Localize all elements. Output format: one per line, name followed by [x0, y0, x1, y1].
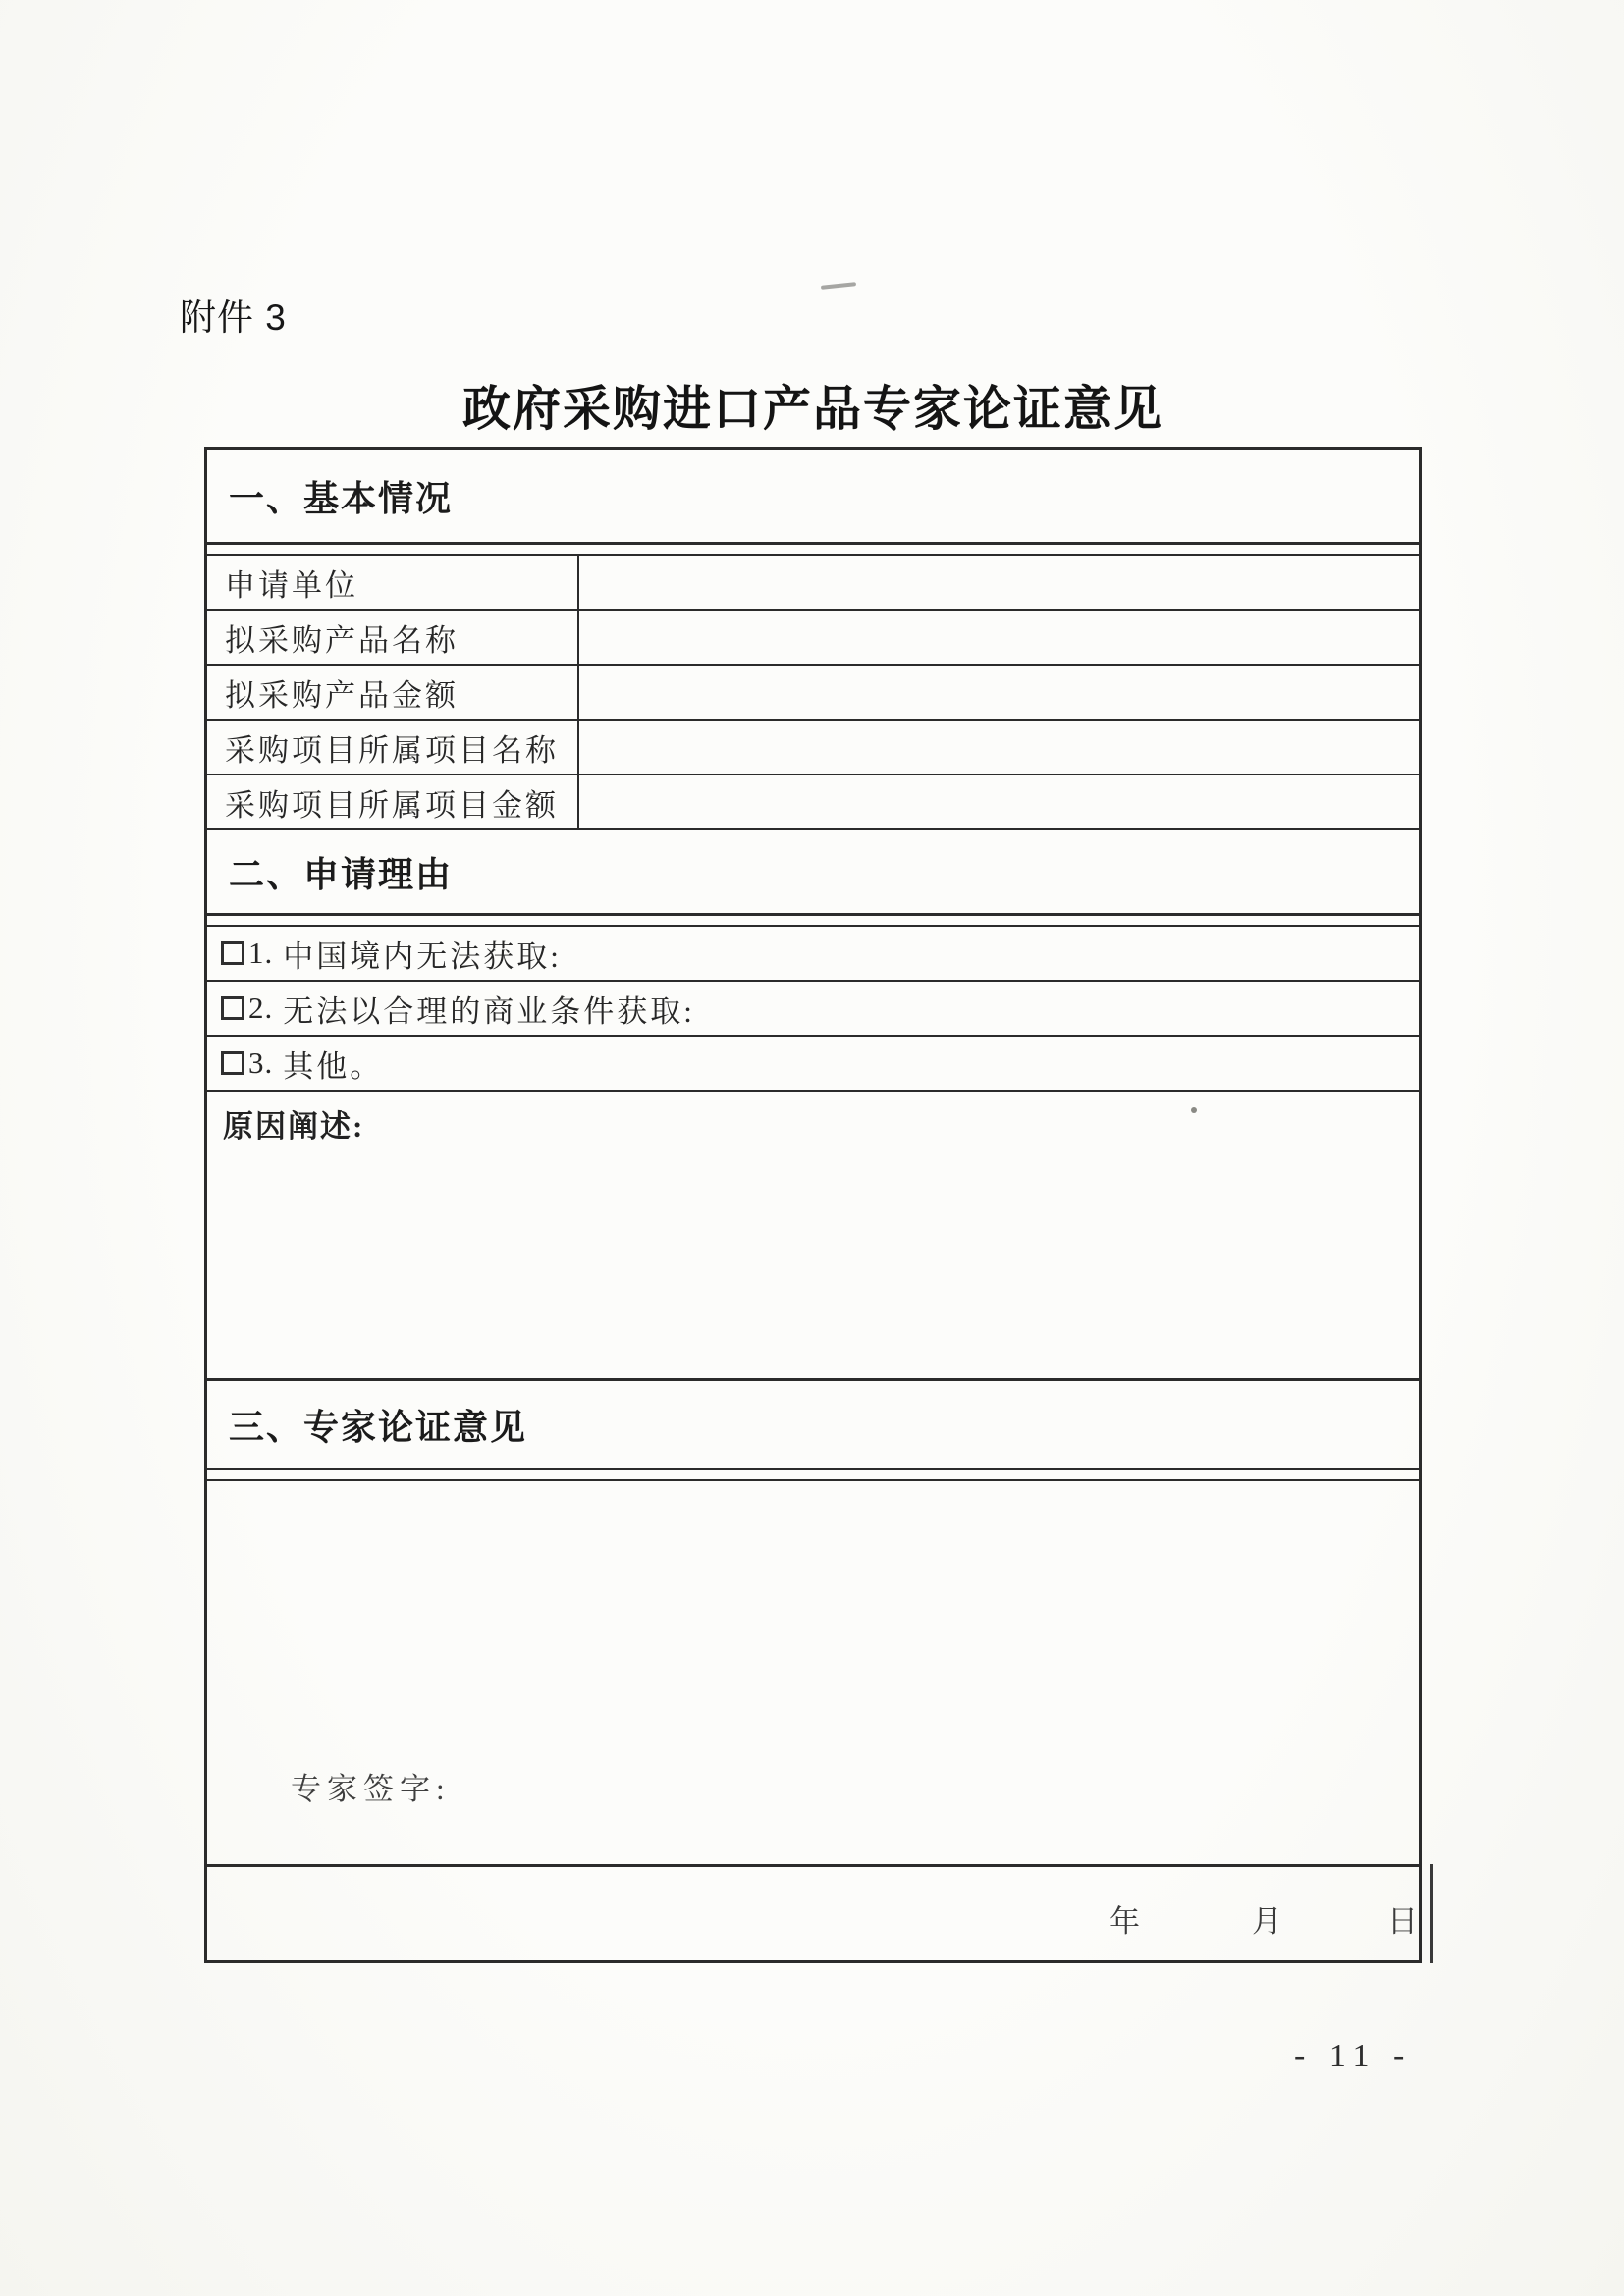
option-label: 无法以合理的商业条件获取:	[283, 993, 695, 1029]
table-row-applicant-unit	[207, 556, 1419, 611]
reason-statement-label: 原因阐述:	[223, 1109, 365, 1144]
double-line-divider	[207, 1470, 1419, 1481]
scan-edge-line	[1430, 1864, 1433, 1963]
option-row-other	[207, 1037, 1419, 1092]
field-label: 拟采购产品金额	[207, 666, 579, 719]
attachment-label: 附件 3	[180, 297, 287, 338]
date-row	[207, 1867, 1419, 1960]
field-value-cell[interactable]	[579, 775, 1419, 828]
double-line-divider	[207, 916, 1419, 927]
reason-statement-cell[interactable]	[207, 1092, 1419, 1381]
page-title: 政府采购进口产品专家论证意见	[461, 382, 1164, 436]
section3-heading: 三、专家论证意见	[207, 1381, 1419, 1470]
field-value-cell[interactable]	[579, 721, 1419, 774]
field-label: 采购项目所属项目金额	[207, 775, 579, 828]
option-number: 1.	[248, 935, 274, 970]
field-value-cell[interactable]	[579, 556, 1419, 609]
double-line-divider	[207, 545, 1419, 556]
option-number: 3.	[248, 1045, 274, 1080]
day-label: 日	[1387, 1904, 1418, 1939]
scan-artifact-dot	[1191, 1107, 1197, 1113]
field-label: 采购项目所属项目名称	[207, 721, 579, 774]
field-label: 申请单位	[207, 556, 579, 609]
option-label: 其他。	[283, 1048, 384, 1084]
field-value-cell[interactable]	[579, 666, 1419, 719]
checkbox-icon[interactable]	[221, 941, 244, 965]
month-label: 月	[1252, 1904, 1282, 1939]
field-label: 拟采购产品名称	[207, 611, 579, 664]
option-row-unavailable-in-china	[207, 927, 1419, 982]
expert-signature-label: 专家签字:	[291, 1772, 451, 1806]
table-row-project-name	[207, 721, 1419, 775]
option-number: 2.	[248, 990, 274, 1025]
checkbox-icon[interactable]	[221, 1051, 244, 1075]
table-row-product-amount	[207, 666, 1419, 721]
section1-heading: 一、基本情况	[207, 450, 1419, 545]
page-number: - 11 -	[1294, 2038, 1413, 2074]
section2-heading: 二、申请理由	[207, 830, 1419, 916]
option-row-unreasonable-commercial-terms	[207, 982, 1419, 1037]
expert-opinion-cell[interactable]	[207, 1481, 1419, 1867]
year-label: 年	[1110, 1904, 1140, 1939]
scan-artifact-dash	[821, 282, 856, 290]
form-table	[204, 447, 1422, 1963]
table-row-product-name	[207, 611, 1419, 666]
checkbox-icon[interactable]	[221, 996, 244, 1020]
field-value-cell[interactable]	[579, 611, 1419, 664]
option-label: 中国境内无法获取:	[283, 938, 562, 974]
table-row-project-amount	[207, 775, 1419, 830]
